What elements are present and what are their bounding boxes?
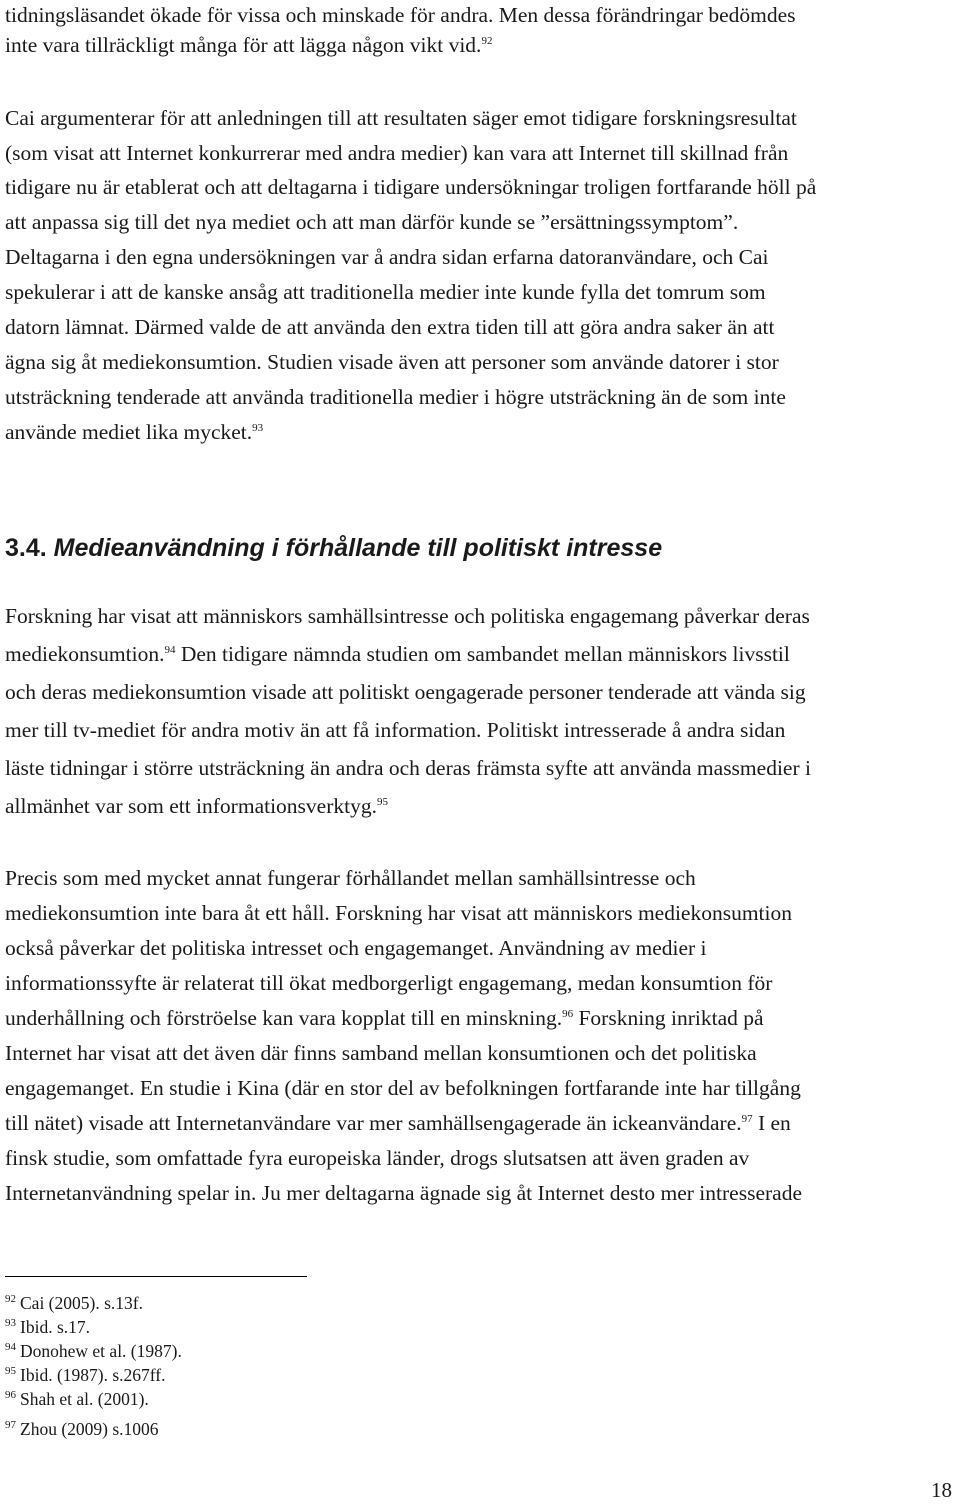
paragraph-4-line-4: informationssyfte är relaterat till ökat medborgerligt engagemang, medan konsumtion för — [5, 971, 773, 995]
paragraph-4-text-a: underhållning och förströelse kan vara kopplat till en minskning. — [5, 1006, 563, 1030]
section-number: 3.4. — [5, 534, 47, 562]
footnote-ref-96: 96 — [562, 1007, 574, 1020]
footnote-number: 97 — [5, 1419, 16, 1432]
paragraph-2-line-1: Cai argumenterar för att anledningen till att resultaten säger emot tidigare forskningsresultat — [5, 106, 797, 130]
footnote-96 — [5, 1388, 149, 1410]
footnote-93 — [5, 1316, 90, 1338]
paragraph-4-line-10: Internetanvändning spelar in. Ju mer deltagarna ägnade sig åt Internet desto mer intresserade — [5, 1181, 802, 1205]
footnote-ref-95: 95 — [376, 795, 388, 808]
paragraph-4-line-6: Internet har visat att det även där finns samband mellan konsumtionen och det politiska — [5, 1041, 757, 1065]
page-number: 18 — [931, 1478, 952, 1502]
paragraph-3-text-c: allmänhet var som ett informationsverktyg. — [5, 794, 377, 818]
paragraph-2-line-2: (som visat att Internet konkurrerar med andra medier) kan vara att Internet till skillnad från — [5, 141, 789, 165]
footnote-ref-97: 97 — [741, 1112, 753, 1125]
paragraph-2-line-9: utsträckning tenderade att använda traditionella medier i högre utsträckning än de som inte — [5, 385, 786, 409]
footnote-ref-94: 94 — [164, 643, 176, 656]
footnote-text: Shah et al. (2001). — [20, 1389, 149, 1409]
paragraph-4-text-b: Forskning inriktad på — [573, 1006, 764, 1030]
footnote-number: 95 — [5, 1365, 16, 1378]
paragraph-2-line-6: spekulerar i att de kanske ansåg att traditionella medier inte kunde fylla det tomrum som — [5, 280, 766, 304]
footnote-97 — [5, 1418, 159, 1440]
paragraph-3-line-4: mer till tv-mediet för andra motiv än att få information. Politiskt intresserade å andra sidan — [5, 718, 786, 742]
footnote-95 — [5, 1364, 166, 1386]
paragraph-3-text-a: mediekonsumtion. — [5, 642, 165, 666]
paragraph-4-text-d: I en — [752, 1111, 791, 1135]
footnote-text: Cai (2005). s.13f. — [20, 1293, 143, 1313]
footnote-text: Ibid. s.17. — [20, 1317, 90, 1337]
paragraph-2-text: använde mediet lika mycket. — [5, 420, 253, 444]
paragraph-3-line-1: Forskning har visat att människors samhällsintresse och politiska engagemang påverkar deras — [5, 604, 810, 628]
paragraph-1-text: inte vara tillräckligt många för att lägga någon vikt vid. — [5, 33, 482, 57]
footnote-number: 94 — [5, 1341, 16, 1354]
footnote-number: 93 — [5, 1317, 16, 1330]
paragraph-2-line-4: att anpassa sig till det nya mediet och att man därför kunde se ”ersättningssymptom”. — [5, 210, 739, 234]
paragraph-4-line-9: finsk studie, som omfattade fyra europeiska länder, drogs slutsatsen att även graden av — [5, 1146, 750, 1170]
paragraph-4-line-1: Precis som med mycket annat fungerar förhållandet mellan samhällsintresse och — [5, 866, 696, 890]
paragraph-4-line-2: mediekonsumtion inte bara åt ett håll. Forskning har visat att människors mediekonsumtion — [5, 901, 793, 925]
paragraph-3-line-3: och deras mediekonsumtion visade att politiskt oengagerade personer tenderade att vända sig — [5, 680, 806, 704]
paragraph-3-line-6 — [5, 793, 388, 819]
paragraph-1-line-1: tidningsläsandet ökade för vissa och minskade för andra. Men dessa förändringar bedömdes — [5, 3, 796, 27]
paragraph-3-line-2 — [5, 641, 790, 667]
footnote-94 — [5, 1340, 182, 1362]
paragraph-2-line-5: Deltagarna i den egna undersökningen var å andra sidan erfarna datoranvändare, och Cai — [5, 245, 769, 269]
paragraph-4-text-c: till nätet) visade att Internetanvändare var mer samhällsengagerade än ickeanvändare. — [5, 1111, 742, 1135]
section-title: Medieanvändning i förhållande till politiskt intresse — [53, 534, 663, 562]
section-heading — [5, 534, 662, 563]
paragraph-4-line-5 — [5, 1005, 764, 1031]
paragraph-2-line-10 — [5, 419, 263, 445]
paragraph-4-line-8 — [5, 1110, 791, 1136]
footnote-number: 92 — [5, 1293, 16, 1306]
footnote-text: Zhou (2009) s.1006 — [20, 1419, 159, 1439]
footnote-ref-92: 92 — [481, 34, 493, 47]
paragraph-1-line-2 — [5, 32, 492, 58]
paragraph-2-line-7: datorn lämnat. Därmed valde de att använda den extra tiden till att göra andra saker än att — [5, 315, 775, 339]
footnote-separator — [5, 1276, 307, 1277]
paragraph-3-line-5: läste tidningar i större utsträckning än andra och deras främsta syfte att använda massmedier i — [5, 756, 811, 780]
paragraph-4-line-7: engagemanget. En studie i Kina (där en stor del av befolkningen fortfarande inte har tillgång — [5, 1076, 801, 1100]
footnote-number: 96 — [5, 1389, 16, 1402]
footnote-92 — [5, 1292, 143, 1314]
footnote-text: Ibid. (1987). s.267ff. — [20, 1365, 166, 1385]
paragraph-3-text-b: Den tidigare nämnda studien om sambandet mellan människors livsstil — [175, 642, 790, 666]
paragraph-4-line-3: också påverkar det politiska intresset och engagemanget. Användning av medier i — [5, 936, 707, 960]
paragraph-2-line-3: tidigare nu är etablerat och att deltagarna i tidigare undersökningar troligen fortfarande höll på — [5, 175, 817, 199]
footnote-ref-93: 93 — [252, 421, 264, 434]
footnote-text: Donohew et al. (1987). — [20, 1341, 182, 1361]
paragraph-2-line-8: ägna sig åt mediekonsumtion. Studien visade även att personer som använde datorer i stor — [5, 350, 779, 374]
